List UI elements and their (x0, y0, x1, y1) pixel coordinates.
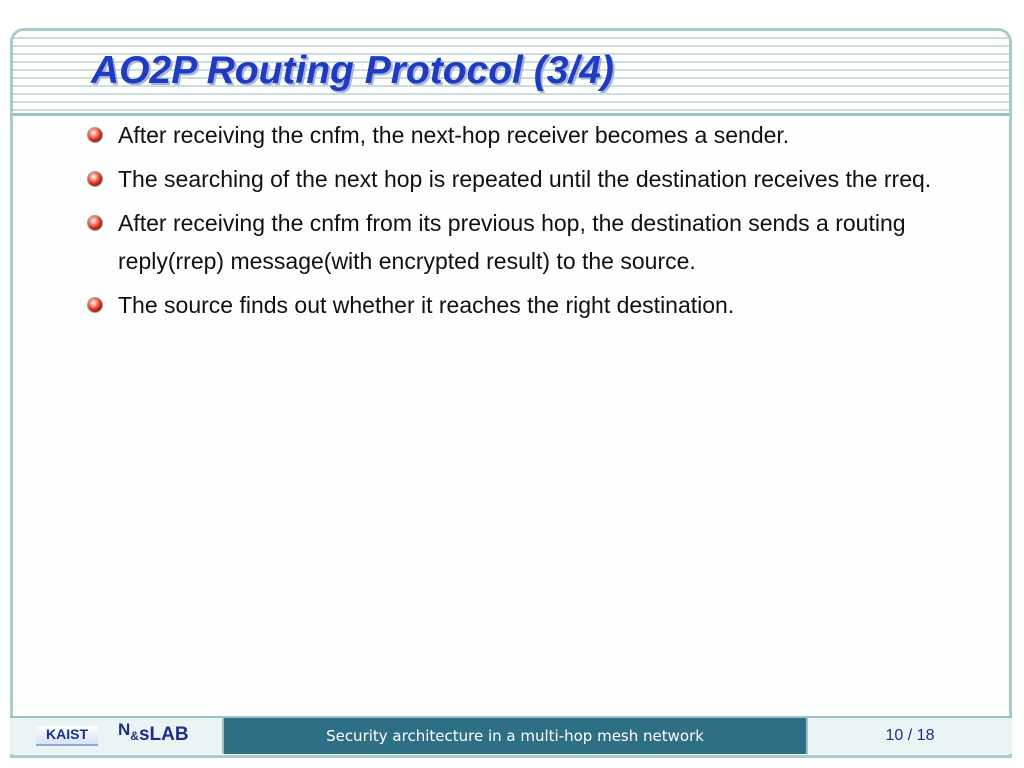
bullet-list (88, 116, 968, 324)
bullet-item (88, 286, 968, 324)
slide-title: AO2P Routing Protocol (3/4) (91, 49, 614, 92)
page-number: 10 / 18 (808, 718, 1012, 754)
slide-content (88, 116, 968, 330)
bullet-icon (88, 298, 102, 312)
bullet-icon (88, 216, 102, 230)
bullet-text: After receiving the cnfm from its previous hop, the destination sends a routing reply(rrep) message(with encrypted result) to the source. (118, 210, 906, 274)
bullet-text: The source finds out whether it reaches the right destination. (118, 292, 735, 318)
bullet-item (88, 116, 968, 154)
bullet-item (88, 204, 968, 280)
footer-title: Security architecture in a multi-hop mesh network (224, 718, 808, 754)
nslab-logo: N&sLAB (118, 720, 189, 745)
slide-footer (10, 716, 1012, 754)
footer-logos (10, 718, 224, 754)
bullet-icon (88, 128, 102, 142)
kaist-logo: KAIST (36, 726, 98, 746)
bullet-icon (88, 172, 102, 186)
bullet-text: After receiving the cnfm, the next-hop receiver becomes a sender. (118, 122, 790, 148)
bullet-item (88, 160, 968, 198)
bullet-text: The searching of the next hop is repeated until the destination receives the rreq. (118, 166, 932, 192)
